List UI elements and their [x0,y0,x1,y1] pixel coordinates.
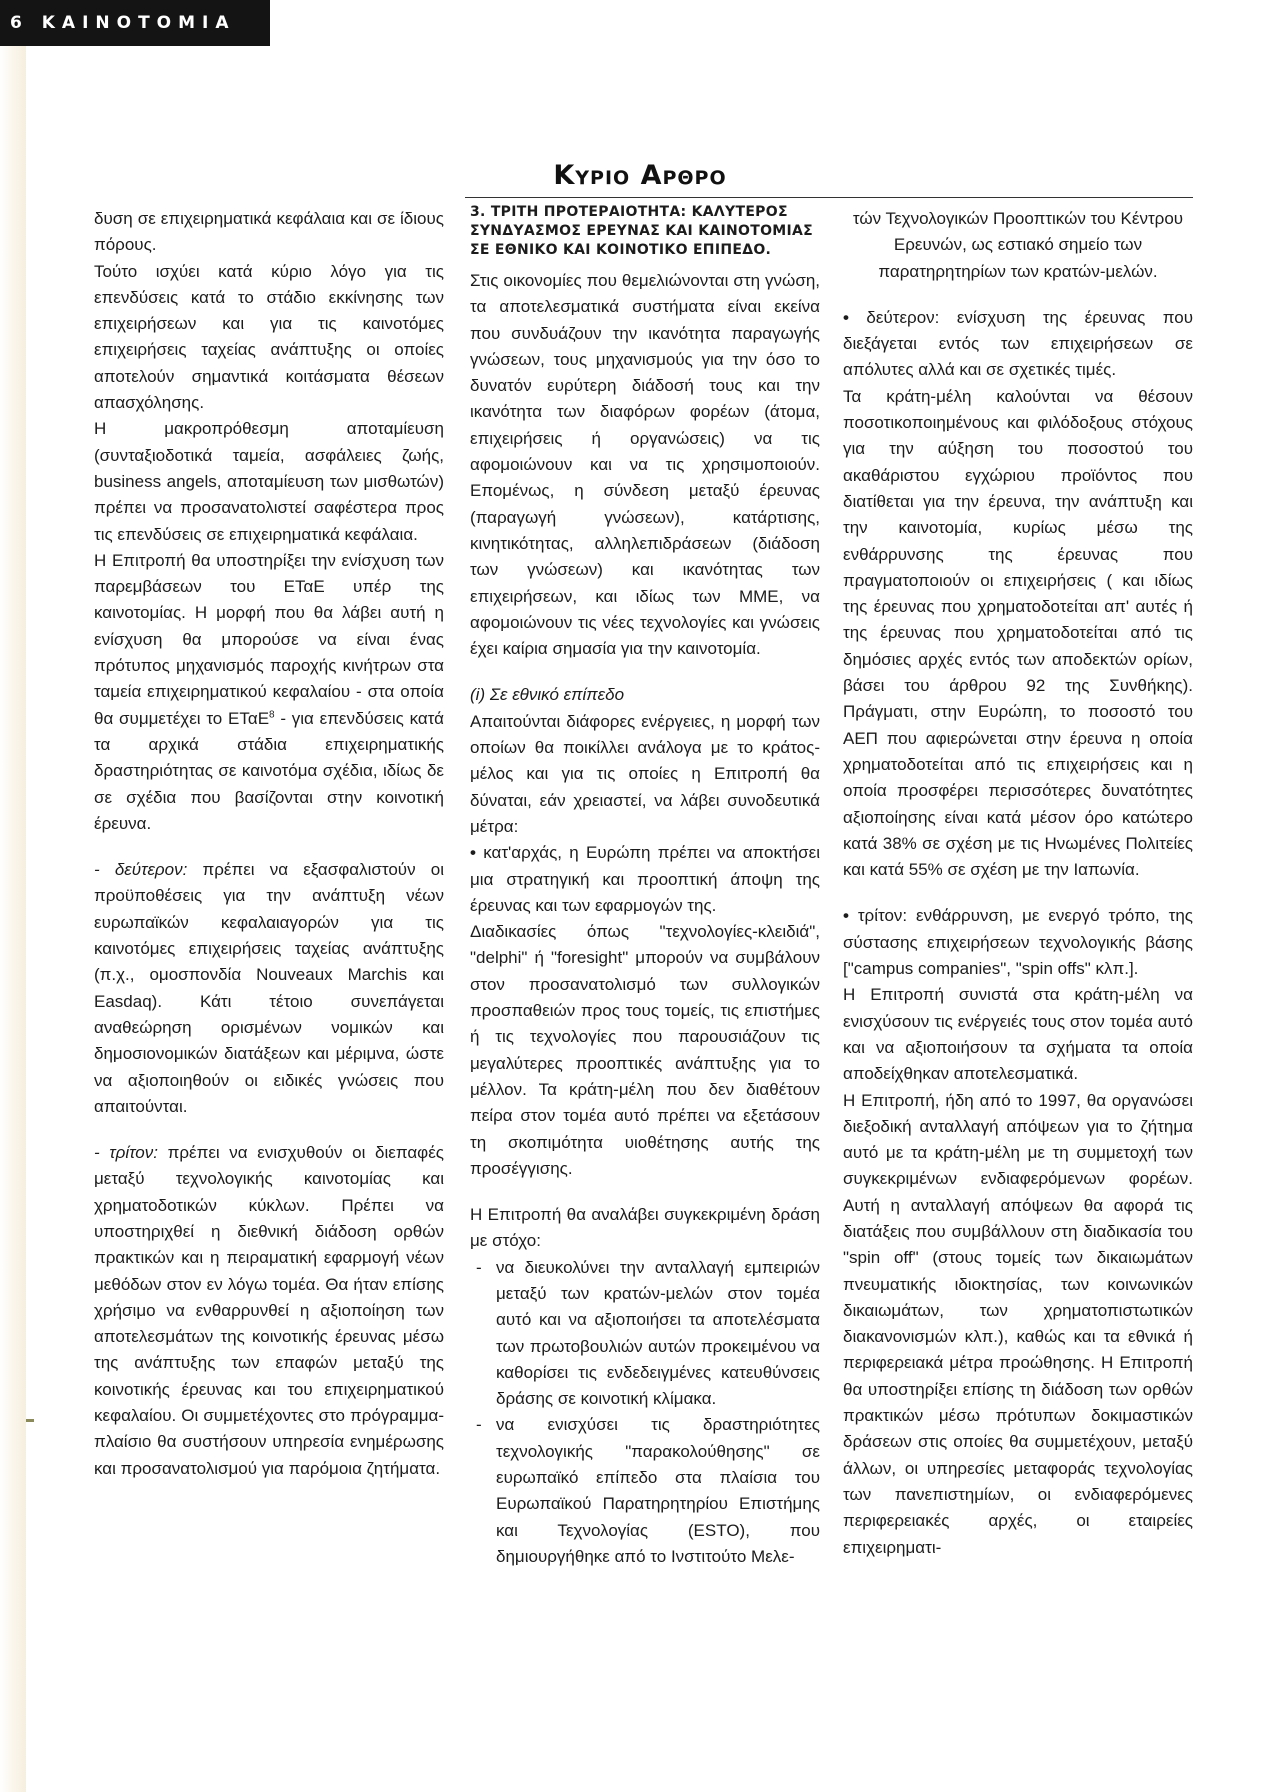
bullet-icon: • [470,843,476,863]
paragraph: Η Επιτροπή, ήδη από το 1997, θα οργανώσει διεξοδική ανταλλαγή απόψεων για το ζήτημα αυτό με τα κράτη-μέλη με τη συμμετοχή των συγκεκριμένων ενδιαφερόμενων φορέων. Αυτή η ανταλλαγή απόψεων θα αφορά τις διατάξεις που συμβάλλουν στη διαδικασία του "spin off" (στους τομείς των δικαιωμάτων πνευματικής ιδιοκτησίας, των κοινωνικών δικαιωμάτων, των χρηματοπιστωτικών διακανονισμών κλπ.), καθώς και τα εθνικά ή περιφερειακά μέτρα προώθησης. Η Επιτροπή θα υποστηρίξει επίσης τη διάδοση των ορθών πρακτικών μέσω πρότυπων δοκιμαστικών δράσεων στις οποίες θα συμμετέχουν, μεταξύ άλλων, οι υπηρεσίες μεταφοράς τεχνολογίας των πανεπιστημίων, οι ενδιαφερόμενες περιφερειακές αρχές, οι εταιρείες επιχειρηματι- [843,1090,1193,1557]
paragraph: τών Τεχνολογικών Προοπτικών του Κέντρου Ερευνών, ως εστιακό σημείο των παρατηρητηρίων των κρατών-μελών. [852,209,1184,281]
text-column-1 [94,206,444,1482]
paragraph: Στις οικονομίες που θεμελιώνονται στη γνώση, τα αποτελεσματικά συστήματα είναι εκείνα που συνδυάζουν την ικανότητα παραγωγής γνώσεων, τους μηχανισμούς για την όσο το δυνατόν ευρύτερη διάδοσή τους και την ικανότητα των διαφόρων φορέων (άτομα, επιχειρήσεις ή οργανώσεις) να τις αφομοιώνουν και να τις χρησιμοποιούν. Επομένως, η σύνδεση μεταξύ έρευνας (παραγωγή γνώσεων), κατάρτισης, κινητικότητας, αλληλεπιδράσεων (διάδοση των γνώσεων) και ικανότητας των επιχειρήσεων, και ιδίως των ΜΜΕ, να αφομοιώνουν τις νέες τεχνολογίες και γνώσεις έχει καίρια σημασία για την καινοτομία. [470,271,820,659]
text-column-3 [843,206,1193,1561]
section-title: Κυριο Αρθρο [553,160,727,191]
page-header-bar [0,0,270,46]
dash-marker: - [476,1415,482,1435]
paragraph: Τούτο ισχύει κατά κύριο λόγο για τις επενδύσεις κατά το στάδιο εκκίνησης των επιχειρήσεων και για τις καινοτόμες επιχειρήσεις ταχείας ανάπτυξης οι οποίες αποτελούν σημαντικά κοιτάσματα θέσεων απασχόλησης. [94,261,444,413]
paragraph: Η μακροπρόθεσμη αποταμίευση (συνταξιοδοτικά ταμεία, ασφάλειες ζωής, business angels, αποταμίευση των μισθωτών) πρέπει να προσανατολιστεί σαφέστερα προς τις επενδύσεις σε επιχειρηματικά κεφάλαια. [94,419,444,544]
paragraph-text: τρίτον: ενθάρρυνση, με ενεργό τρόπο, της σύστασης επιχειρήσεων τεχνολογικής βάσης ["campus companies", "spin offs" κλπ.]. [843,906,1193,979]
list-item-text: να διευκολύνει την ανταλλαγή εμπειριών μεταξύ των κρατών-μελών στον τομέα αυτό και να αξιοποιήσει τα αποτελέσματα των πρωτοβουλιών αυτών προκειμένου να καθορίσει τις ενδεδειγμένες κατευθύνσεις δράσης σε κοινοτική κλίμακα. [496,1257,820,1409]
footnote-ref: 8 [269,708,275,720]
dash-marker: - [476,1257,482,1277]
paragraph: Η Επιτροπή θα αναλάβει συγκεκριμένη δράση με στόχο: [470,1205,820,1251]
paragraph [94,1140,444,1482]
bullet-icon: • [843,906,849,926]
item-label: - δεύτερον: [94,860,188,880]
paragraph-text: κατ'αρχάς, η Ευρώπη πρέπει να αποκτήσει μια στρατηγική και προοπτική άποψη της έρευνας και των εφαρμογών της. [470,843,820,915]
page-edge-shadow [0,0,26,1792]
paragraph [94,857,444,1120]
paragraph [94,548,444,837]
paragraph: Απαιτούνται διάφορες ενέργειες, η μορφή των οποίων θα ποικίλλει ανάλογα με το κράτος-μέλος και για τις οποίες η Επιτροπή θα δύναται, εάν χρειαστεί, να λάβει συνοδευτικά μέτρα: [470,711,820,836]
list-item-text: να ενισχύσει τις δραστηριότητες τεχνολογικής "παρακολούθησης" σε ευρωπαϊκό επίπεδο στα πλαίσια του Ευρωπαϊκού Παρατηρητηρίου Επιστήμης και Τεχνολογίας (ESTO), που δημιουργήθηκε από το Ινστιτούτο Μελε- [496,1415,820,1566]
paragraph: Τα κράτη-μέλη καλούνται να θέσουν ποσοτικοποιημένους και φιλόδοξους στόχους για την αύξηση του ποσοστού του ακαθάριστου εγχώριου προϊόντος που διατίθεται για την έρευνα, την ανάπτυξη και την καινοτομία, κυρίως μέσω της ενθάρρυνσης της έρευνας που πραγματοποιούν οι επιχειρήσεις ( και ιδίως της έρευνας που χρηματοδοτείται απ' αυτές ή της έρευνας που χρηματοδοτείται από τις δημόσιες αρχές εντός των αποδεκτών ορίων, βάσει του άρθρου 92 της Συνθήκης). Πράγματι, στην Ευρώπη, το ποσοστό του ΑΕΠ που αφιερώνεται στην έρευνα η οποία χρηματοδοτείται από τις επιχειρήσεις και η οποία προσφέρει περισσότερες δυνατότητες αξιοποίησης είναι κατά μέσον όρο κατώτερο κατά 38% σε σχέση με τις Ηνωμένες Πολιτείες και κατά 55% σε σχέση με την Ιαπωνία. [843,386,1193,880]
margin-mark [26,1419,34,1422]
list-item [470,1255,820,1413]
paragraph: Η Επιτροπή συνιστά στα κράτη-μέλη να ενισχύσουν τις ενέργειές τους στον τομέα αυτό και να αξιοποιήσουν τα σχήματα τα οποία αποδείχθηκαν αποτελεσματικά. [843,985,1193,1084]
list-item [470,1412,820,1570]
paragraph-text: πρέπει να εξασφαλιστούν οι προϋποθέσεις για την ανάπτυξη νέων ευρωπαϊκών κεφαλαιαγορών για τις καινοτόμες επιχειρήσεις ταχείας ανάπτυξης (π.χ., ομοσπονδία Nouveaux Marchis και Easdaq). Κάτι τέτοιο συνεπάγεται αναθεώρηση ορισμένων νομικών και δημοσιονομικών διατάξεων και μέριμνα, ώστε να αξιοποιηθούν οι ειδικές γνώσεις που απαιτούνται. [94,860,444,1116]
paragraph-text: δεύτερον: ενίσχυση της έρευνας που διεξάγεται εντός των επιχειρήσεων σε απόλυτες αλλά και σε σχετικές τιμές. [843,307,1193,380]
paragraph-text: πρέπει να ενισχυθούν οι διεπαφές μεταξύ τεχνολογικής καινοτομίας και χρηματοδοτικών κύκλων. Πρέπει να υποστηριχθεί η διεθνική διάδοση ορθών πρακτικών και η πειραματική εφαρμογή νέων μεθόδων στον εν λόγω τομέα. Θα ήταν επίσης χρήσιμο να ενθαρρυνθεί η αξιοποίηση των αποτελεσμάτων της κοινοτικής έρευνας μέσω της ανάπτυξης των επαφών μεταξύ της κοινοτικής έρευνας και του επιχειρηματικού κεφαλαίου. Οι συμμετέχοντες στο πρόγραμμα-πλαίσιο θα συστήσουν υπηρεσία ενημέρωσης και προσανατολισμού για παρόμοια ζητήματα. [94,1143,444,1478]
paragraph: δυση σε επιχειρηματικά κεφάλαια και σε ίδιους πόρους. [94,209,444,255]
section-rule [465,197,1193,198]
paragraph-text: Η Επιτροπή θα υποστηρίξει την ενίσχυση των παρεμβάσεων του ΕΤαΕ υπέρ της καινοτομίας. Η μορφή που θα λάβει αυτή η ενίσχυση θα μπορούσε να είναι ένας πρότυπος μηχανισμός παροχής κινήτρων στα ταμεία επιχειρηματικού κεφαλαίου - στα οποία θα συμμετέχει το ΕΤαΕ [94,550,444,728]
text-column-2 [470,206,820,1570]
item-label: - τρίτον: [94,1143,158,1163]
subheading: (i) Σε εθνικό επίπεδο [470,685,625,705]
page-label: 6 ΚΑΙΝΟΤΟΜΙΑ [10,13,236,33]
bullet-paragraph [843,903,1193,982]
bullet-icon: • [843,307,849,327]
paragraph: Διαδικασίες όπως "τεχνολογίες-κλειδιά", "delphi" ή "foresight" μπορούν να συμβάλουν στον προσανατολισμό των συλλογικών προσπαθειών προς τους τομείς, τις επιστήμες ή τις τεχνολογίες που παρουσιάζουν τις μεγαλύτερες προοπτικές ανάπτυξης για το μέλλον. Τα κράτη-μέλη που δεν διαθέτουν πείρα στον τομέα αυτό πρέπει να εξετάσουν τη σκοπιμότητα υιοθέτησης αυτής της προσέγγισης. [470,922,820,1178]
bullet-paragraph [470,840,820,919]
section-heading: 3. ΤΡΙΤΗ ΠΡΟΤΕΡΑΙΟΤΗΤΑ: ΚΑΛΥΤΕΡΟΣ ΣΥΝΔΥΑΣΜΟΣ ΕΡΕΥΝΑΣ ΚΑΙ ΚΑΙΝΟΤΟΜΙΑΣ ΣΕ ΕΘΝΙΚΟ ΚΑΙ ΚΟΙΝΟΤΙΚΟ ΕΠΙΠΕΔΟ. [470,204,814,258]
bullet-paragraph [843,305,1193,384]
paragraph-text: - για επενδύσεις κατά τα αρχικά στάδια επιχειρηματικής δραστηριότητας σε καινοτόμα σχέδια, ιδίως δε σε σχέδια που βασίζονται στην κοινοτική έρευνα. [94,708,444,833]
